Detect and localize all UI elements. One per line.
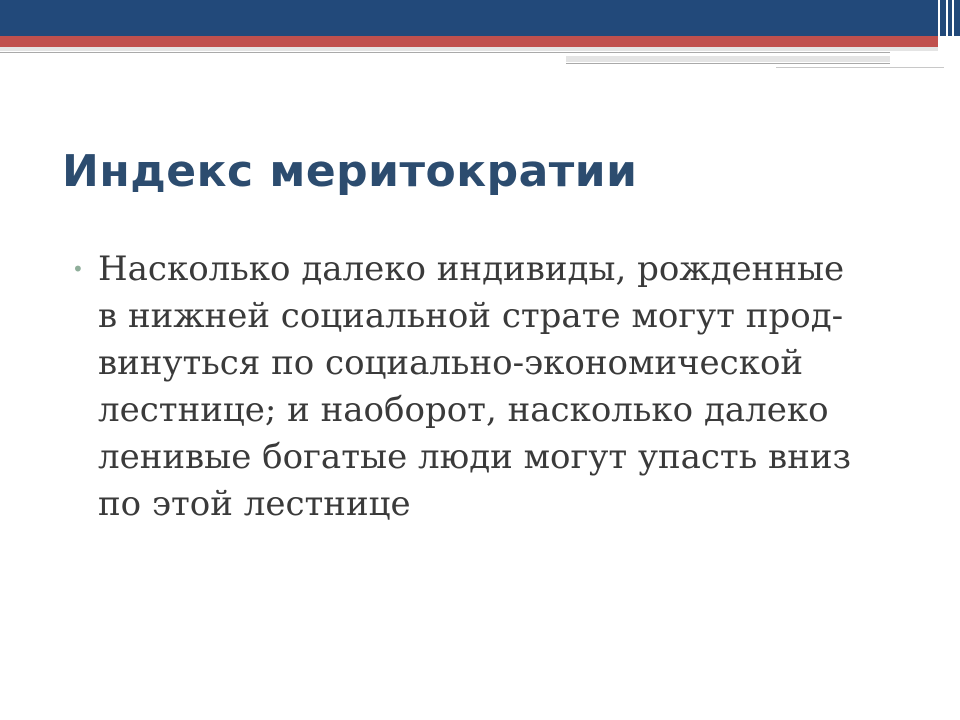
header-thin-line (0, 52, 890, 53)
header-stripe-3 (952, 0, 954, 64)
header-light-band-short (566, 56, 890, 62)
bullet-dot-icon: • (72, 257, 84, 281)
bullet-item (72, 246, 892, 528)
header-thin-line-right (776, 67, 944, 68)
header-red-band (0, 36, 938, 47)
header-stripe-2 (946, 0, 948, 64)
bullet-line-6: по этой лестнице (98, 484, 411, 524)
header-stripe-1 (938, 0, 940, 60)
header-thin-line-short (566, 63, 890, 64)
bullet-line-3: винуться по социально-экономической (98, 343, 804, 383)
bullet-line-1: Насколько далеко индивиды, рожденные (98, 249, 845, 289)
bullet-line-2: в нижней социальной страте могут прод- (98, 296, 844, 336)
slide-title: Индекс меритократии (62, 146, 638, 197)
bullet-list (72, 246, 892, 528)
bullet-line-4: лестнице; и наоборот, насколько далеко (98, 390, 829, 430)
header-blue-band (0, 0, 960, 36)
bullet-line-5: ленивые богатые люди могут упасть вниз (98, 437, 852, 477)
header-light-band (0, 47, 938, 51)
